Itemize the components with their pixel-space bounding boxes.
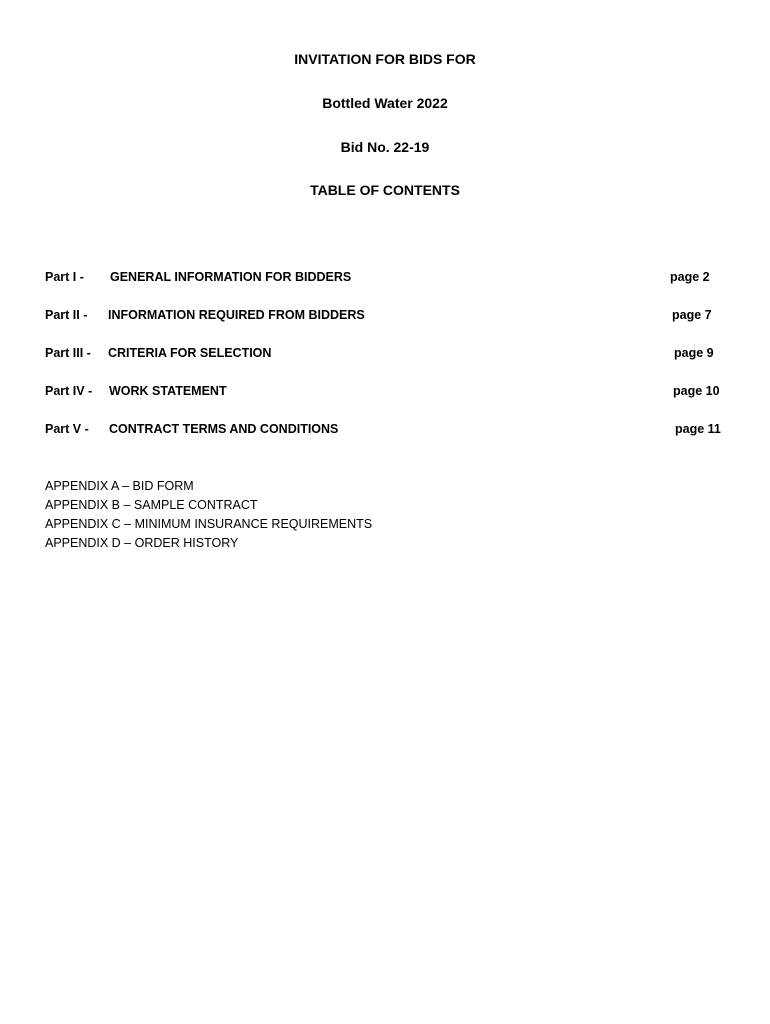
toc-heading: TABLE OF CONTENTS [310,182,460,198]
toc-row-part-3 [45,344,735,362]
toc-page-number: page 10 [673,384,720,398]
toc-part-label: Part II - [45,308,88,322]
appendix-item-a: APPENDIX A – BID FORM [45,479,194,493]
toc-row-part-5 [45,420,735,438]
toc-section-title: CONTRACT TERMS AND CONDITIONS [109,422,339,436]
toc-row-part-2 [45,306,735,324]
toc-row-part-4 [45,382,735,400]
document-title: INVITATION FOR BIDS FOR [294,51,476,67]
toc-section-title: CRITERIA FOR SELECTION [108,346,272,360]
toc-part-label: Part III - [45,346,91,360]
toc-part-label: Part V - [45,422,89,436]
toc-page-number: page 2 [670,270,710,284]
toc-section-title: WORK STATEMENT [109,384,227,398]
appendix-item-b: APPENDIX B – SAMPLE CONTRACT [45,498,258,512]
toc-section-title: GENERAL INFORMATION FOR BIDDERS [110,270,352,284]
bid-subject: Bottled Water 2022 [322,95,448,111]
toc-page-number: page 11 [675,422,721,436]
toc-row-part-1 [45,268,735,286]
toc-page-number: page 9 [674,346,714,360]
appendix-list [45,477,372,553]
toc-part-label: Part IV - [45,384,93,398]
bid-number: Bid No. 22-19 [340,139,430,155]
appendix-item-d: APPENDIX D – ORDER HISTORY [45,536,239,550]
toc-part-label: Part I - [45,270,84,284]
toc-page-number: page 7 [672,308,712,322]
toc-section-title: INFORMATION REQUIRED FROM BIDDERS [108,308,365,322]
appendix-item-c: APPENDIX C – MINIMUM INSURANCE REQUIREMENTS [45,517,373,531]
